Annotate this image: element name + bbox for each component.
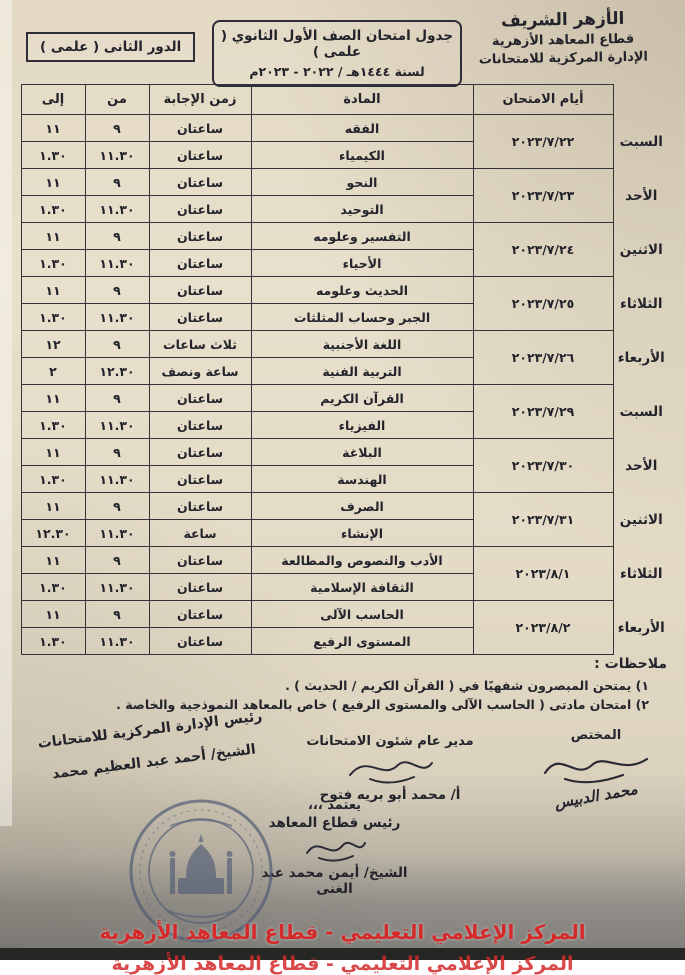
exam-from: ١١.٣٠ bbox=[85, 628, 149, 655]
round-badge: الدور الثانى ( علمى ) bbox=[26, 32, 195, 62]
day-column-header bbox=[613, 85, 669, 115]
exam-to: ١١ bbox=[21, 439, 85, 466]
exam-from: ١١.٣٠ bbox=[85, 304, 149, 331]
exam-duration: ساعتان bbox=[149, 574, 251, 601]
signature-block-exams-director bbox=[290, 734, 490, 803]
exam-table-body bbox=[21, 115, 669, 655]
media-center-watermark: المركز الإعلامي التعليمي - قطاع المعاهد الأزهرية bbox=[99, 920, 586, 944]
exam-from: ٩ bbox=[85, 277, 149, 304]
exam-duration: ساعة bbox=[149, 520, 251, 547]
title-box bbox=[212, 20, 462, 87]
notes-section bbox=[22, 656, 667, 715]
exam-from: ٩ bbox=[85, 331, 149, 358]
exam-duration: ساعتان bbox=[149, 142, 251, 169]
exam-date: ٢٠٢٣/٨/١ bbox=[473, 547, 613, 601]
exam-to: ١١ bbox=[21, 547, 85, 574]
exam-day-row bbox=[21, 115, 669, 142]
approval-word: يعتمد ،،، bbox=[307, 798, 362, 813]
exam-from: ١١.٣٠ bbox=[85, 412, 149, 439]
exam-date: ٢٠٢٣/٧/٢٩ bbox=[473, 385, 613, 439]
exam-duration: ساعتان bbox=[149, 547, 251, 574]
exam-duration: ساعتان bbox=[149, 385, 251, 412]
exam-subject: الجبر وحساب المثلثات bbox=[251, 304, 473, 331]
exam-subject: الأحياء bbox=[251, 250, 473, 277]
exam-from: ٩ bbox=[85, 223, 149, 250]
exam-day-row bbox=[21, 547, 669, 574]
org-sector: قطاع المعاهد الأزهرية bbox=[491, 31, 635, 50]
exam-duration: ساعتان bbox=[149, 169, 251, 196]
exam-date: ٢٠٢٣/٧/٢٣ bbox=[473, 169, 613, 223]
exam-subject: القرآن الكريم bbox=[251, 385, 473, 412]
exam-to: ١١ bbox=[21, 223, 85, 250]
exam-subject: الهندسة bbox=[251, 466, 473, 493]
exam-subject: المستوى الرفيع bbox=[251, 628, 473, 655]
exam-from: ٩ bbox=[85, 115, 149, 142]
exam-from: ١١.٣٠ bbox=[85, 142, 149, 169]
day-name: الأربعاء bbox=[617, 619, 665, 636]
exam-day-row bbox=[21, 439, 669, 466]
day-name: السبت bbox=[619, 403, 663, 420]
exam-to: ١.٣٠ bbox=[21, 304, 85, 331]
scan-edge bbox=[0, 0, 12, 826]
exam-subject: الحديث وعلومه bbox=[251, 277, 473, 304]
exam-duration: ساعتان bbox=[149, 628, 251, 655]
exam-to: ١.٣٠ bbox=[21, 250, 85, 277]
exam-from: ١١.٣٠ bbox=[85, 520, 149, 547]
exam-date: ٢٠٢٣/٧/٢٤ bbox=[473, 223, 613, 277]
exam-to: ١.٣٠ bbox=[21, 574, 85, 601]
signature-block-specialist bbox=[521, 728, 671, 813]
signature-block-central-admin-head bbox=[16, 706, 288, 786]
exam-from: ٩ bbox=[85, 601, 149, 628]
exam-to: ١١ bbox=[21, 385, 85, 412]
exam-day-row bbox=[21, 601, 669, 628]
exam-duration: ساعة ونصف bbox=[149, 358, 251, 385]
exam-to: ١١ bbox=[21, 493, 85, 520]
exam-subject: الصرف bbox=[251, 493, 473, 520]
exam-date: ٢٠٢٣/٧/٢٢ bbox=[473, 115, 613, 169]
exam-subject: التفسير وعلومه bbox=[251, 223, 473, 250]
org-admin: الإدارة المركزية للامتحانات bbox=[478, 49, 649, 68]
exam-to: ١.٣٠ bbox=[21, 412, 85, 439]
exam-duration: ساعتان bbox=[149, 115, 251, 142]
exam-duration: ساعتان bbox=[149, 250, 251, 277]
exam-to: ١.٣٠ bbox=[21, 142, 85, 169]
exam-subject: التربية الفنية bbox=[251, 358, 473, 385]
exam-subject: اللغة الأجنبية bbox=[251, 331, 473, 358]
exam-from: ٩ bbox=[85, 493, 149, 520]
letterhead bbox=[463, 8, 664, 67]
exam-from: ٩ bbox=[85, 547, 149, 574]
exams-director-name: أ/ محمد أبو بريه فتوح bbox=[319, 787, 461, 803]
org-name: الأزهر الشريف bbox=[500, 8, 625, 32]
exam-date: ٢٠٢٣/٨/٢ bbox=[473, 601, 613, 655]
exam-to: ١.٣٠ bbox=[21, 196, 85, 223]
exam-to: ١٢ bbox=[21, 331, 85, 358]
exam-from: ١١.٣٠ bbox=[85, 466, 149, 493]
exam-date: ٢٠٢٣/٧/٢٦ bbox=[473, 331, 613, 385]
exam-duration: ساعتان bbox=[149, 223, 251, 250]
exam-subject: النحو bbox=[251, 169, 473, 196]
subject-header: المادة bbox=[251, 85, 473, 115]
day-name: الاثنين bbox=[619, 241, 663, 258]
exam-day-row bbox=[21, 385, 669, 412]
exam-duration: ساعتان bbox=[149, 493, 251, 520]
notes-title: ملاحظات : bbox=[594, 656, 667, 672]
signature-scribble-icon bbox=[340, 751, 440, 785]
exam-day-row bbox=[21, 223, 669, 250]
note-item: ٢) امتحان مادتى ( الحاسب الآلى والمستوى الرفيع ) خاص بالمعاهد النموذجية والخاصة . bbox=[116, 697, 649, 713]
exam-subject: الإنشاء bbox=[251, 520, 473, 547]
specialist-name: محمد الدبيس bbox=[553, 779, 639, 813]
central-admin-head-name: الشيخ/ أحمد عبد العظيم محمد bbox=[51, 741, 257, 783]
table-header-row bbox=[21, 85, 669, 115]
note-item: ١) يمتحن المبصرون شفهيًا في ( القرآن الكريم / الحديث ) . bbox=[285, 678, 649, 693]
exam-subject: الكيمياء bbox=[251, 142, 473, 169]
exam-from: ١٢.٣٠ bbox=[85, 358, 149, 385]
exam-date: ٢٠٢٣/٧/٣٠ bbox=[473, 439, 613, 493]
exam-date: ٢٠٢٣/٧/٣١ bbox=[473, 493, 613, 547]
exam-to: ١١ bbox=[21, 115, 85, 142]
duration-header: زمن الإجابة bbox=[149, 85, 251, 115]
day-name: الثلاثاء bbox=[620, 295, 663, 312]
exam-subject: الحاسب الآلى bbox=[251, 601, 473, 628]
exam-day-row bbox=[21, 331, 669, 358]
signature-scribble-icon bbox=[299, 833, 371, 863]
exam-day-row bbox=[21, 169, 669, 196]
exam-duration: ساعتان bbox=[149, 304, 251, 331]
exam-to: ١٢.٣٠ bbox=[21, 520, 85, 547]
day-name: الأربعاء bbox=[617, 349, 665, 366]
exam-duration: ساعتان bbox=[149, 277, 251, 304]
day-name: الأحد bbox=[625, 457, 658, 474]
exam-duration: ساعتان bbox=[149, 601, 251, 628]
exams-director-title: مدير عام شئون الامتحانات bbox=[306, 734, 474, 749]
media-center-watermark-clipped: المركز الإعلامي التعليمي - قطاع المعاهد الأزهرية bbox=[111, 953, 574, 975]
day-name: الثلاثاء bbox=[620, 565, 663, 582]
exam-duration: ساعتان bbox=[149, 439, 251, 466]
specialist-title: المختص bbox=[570, 728, 622, 743]
days-header: أيام الامتحان bbox=[473, 85, 613, 115]
exam-subject: الفيزياء bbox=[251, 412, 473, 439]
exam-from: ٩ bbox=[85, 385, 149, 412]
sector-head-name: الشيخ/ أيمن محمد عبد الغنى bbox=[261, 865, 408, 897]
exam-subject: التوحيد bbox=[251, 196, 473, 223]
exam-duration: ساعتان bbox=[149, 196, 251, 223]
exam-from: ٩ bbox=[85, 169, 149, 196]
exam-schedule-table bbox=[21, 84, 670, 655]
day-name: الأحد bbox=[625, 187, 658, 204]
exam-from: ١١.٣٠ bbox=[85, 196, 149, 223]
approval-role: رئيس قطاع المعاهد bbox=[268, 815, 401, 831]
exam-to: ١١ bbox=[21, 277, 85, 304]
exam-from: ١١.٣٠ bbox=[85, 250, 149, 277]
day-name: السبت bbox=[619, 133, 663, 150]
to-header: إلى bbox=[21, 85, 85, 115]
exam-duration: ساعتان bbox=[149, 466, 251, 493]
exam-subject: البلاغة bbox=[251, 439, 473, 466]
exam-to: ١١ bbox=[21, 169, 85, 196]
schedule-title: جدول امتحان الصف الأول الثانوي ( علمى ) bbox=[220, 28, 454, 60]
exam-date: ٢٠٢٣/٧/٢٥ bbox=[473, 277, 613, 331]
from-header: من bbox=[85, 85, 149, 115]
exam-from: ١١.٣٠ bbox=[85, 574, 149, 601]
exam-subject: الفقه bbox=[251, 115, 473, 142]
central-admin-head-title: رئيس الإدارة المركزية للامتحانات bbox=[36, 708, 264, 752]
exam-from: ٩ bbox=[85, 439, 149, 466]
exam-to: ٢ bbox=[21, 358, 85, 385]
exam-subject: الثقافة الإسلامية bbox=[251, 574, 473, 601]
exam-to: ١.٣٠ bbox=[21, 628, 85, 655]
day-name: الاثنين bbox=[619, 511, 663, 528]
exam-to: ١.٣٠ bbox=[21, 466, 85, 493]
exam-day-row bbox=[21, 493, 669, 520]
exam-to: ١١ bbox=[21, 601, 85, 628]
exam-duration: ساعتان bbox=[149, 412, 251, 439]
schedule-year: لسنة ١٤٤٤هـ / ٢٠٢٢ - ٢٠٢٣م bbox=[249, 64, 425, 79]
exam-subject: الأدب والنصوص والمطالعة bbox=[251, 547, 473, 574]
exam-duration: ثلاث ساعات bbox=[149, 331, 251, 358]
exam-day-row bbox=[21, 277, 669, 304]
